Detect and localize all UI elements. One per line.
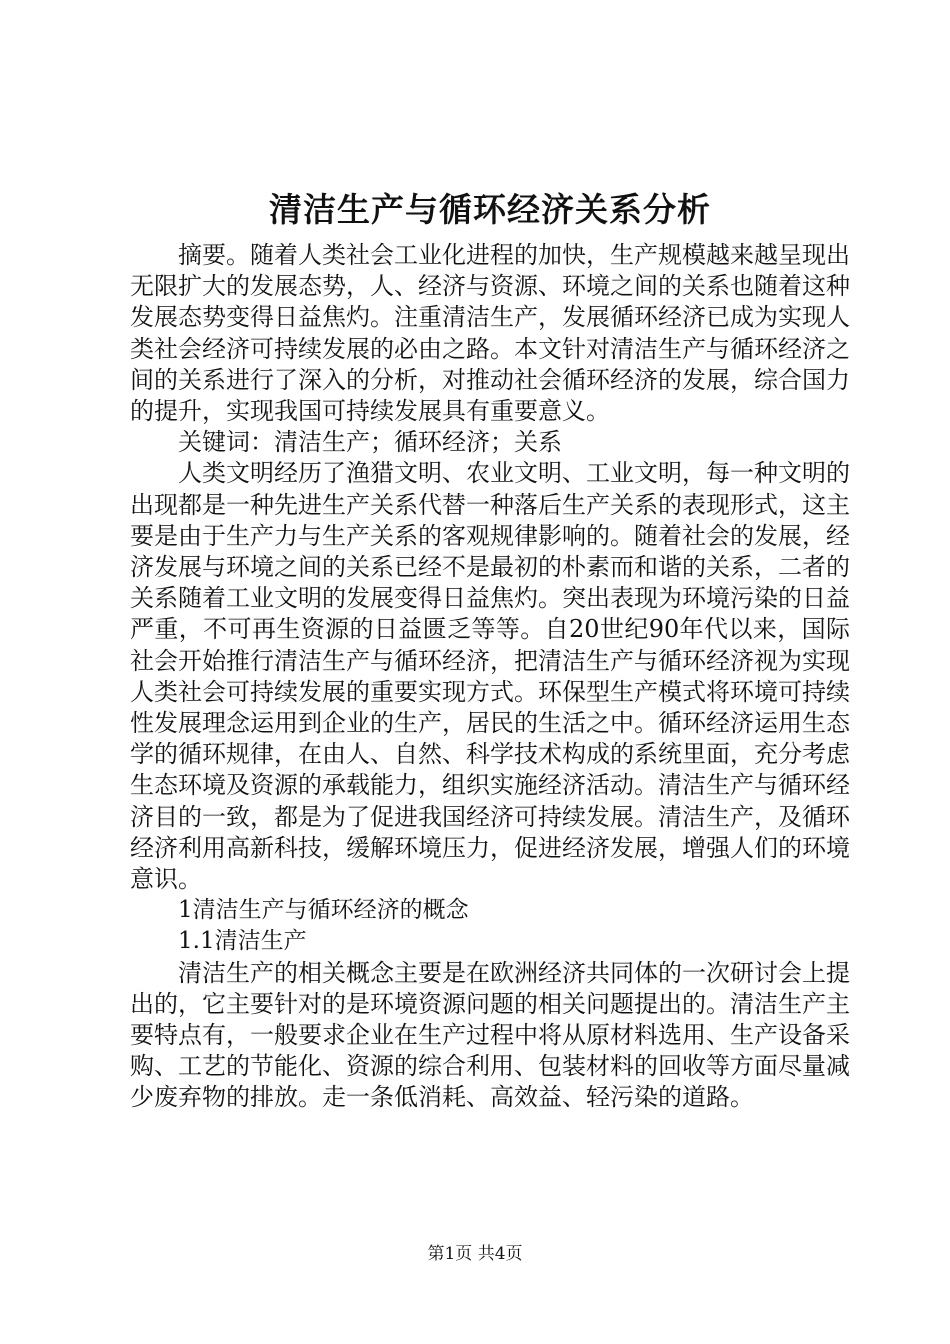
intro-paragraph: 人类文明经历了渔猎文明、农业文明、工业文明，每一种文明的出现都是一种先进生产关系代替一种落后生产关系的表现形式，这主要是由于生产力与生产关系的客观规律影响的。随着社会的发展，经济发展与环境之间的关系已经不是最初的朴素而和谐的关系，二者的关系随着工业文明的发展变得日益焦灼。突出表现为环境污染的日益严重，不可再生资源的日益匮乏等等。自20世纪90年代以来，国际社会开始推行清洁生产与循环经济，把清洁生产与循环经济视为实现人类社会可持续发展的重要实现方式。环保型生产模式将环境可持续性发展理念运用到企业的生产，居民的生活之中。循环经济运用生态学的循环规律，在由人、自然、科学技术构成的系统里面，充分考虑生态环境及资源的承载能力，组织实施经济活动。清洁生产与循环经济目的一致，都是为了促进我国经济可持续发展。清洁生产，及循环经济利用高新科技，缓解环境压力，促进经济发展，增强人们的环境意识。: [130, 459, 850, 894]
page-footer: 第1页 共4页: [427, 1244, 523, 1264]
document-title: 清洁生产与循环经济关系分析: [269, 190, 711, 229]
abstract-paragraph: 摘要。随着人类社会工业化进程的加快，生产规模越来越呈现出无限扩大的发展态势，人、经济与资源、环境之间的关系也随着这种发展态势变得日益焦灼。注重清洁生产，发展循环经济已成为实现人类社会经济可持续发展的必由之路。本文针对清洁生产与循环经济之间的关系进行了深入的分析，对推动社会循环经济的发展，综合国力的提升，实现我国可持续发展具有重要意义。: [130, 241, 850, 426]
subsection-1-1-paragraph: 清洁生产的相关概念主要是在欧洲经济共同体的一次研讨会上提出的，它主要针对的是环境资源问题的相关问题提出的。清洁生产主要特点有，一般要求企业在生产过程中将从原材料选用、生产设备采购、工艺的节能化、资源的综合利用、包装材料的回收等方面尽量减少废弃物的排放。走一条低消耗、高效益、轻污染的道路。: [130, 958, 850, 1112]
section-heading-1: 1清洁生产与循环经济的概念: [178, 897, 469, 924]
subsection-heading-1-1: 1.1清洁生产: [178, 928, 307, 955]
document-page: [130, 186, 850, 1114]
keywords-line: 关键词：清洁生产；循环经济；关系: [178, 428, 562, 457]
